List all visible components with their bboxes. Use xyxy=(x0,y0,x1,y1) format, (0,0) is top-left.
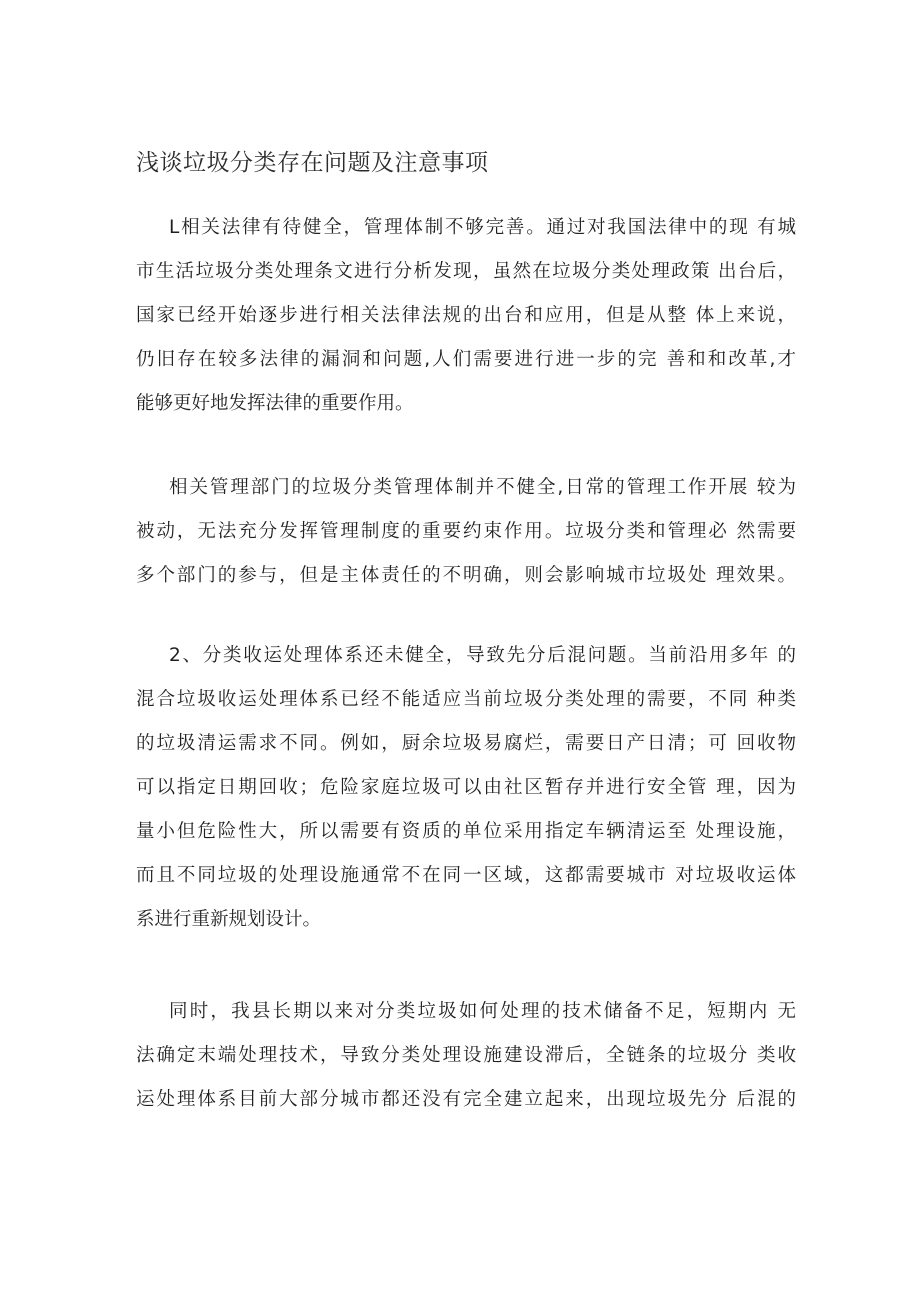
paragraph-legal-system xyxy=(136,206,796,426)
paragraph-line: 量小但危险性大，所以需要有资质的单位采用指定车辆清运至 处理设施， xyxy=(136,821,796,842)
document-title: 浅谈垃圾分类存在问题及注意事项 xyxy=(136,150,489,176)
paragraph-line: 市生活垃圾分类处理条文进行分析发现，虽然在垃圾分类处理政策 出台后， xyxy=(136,261,796,282)
paragraph-line: 系进行重新规划设计。 xyxy=(136,909,322,930)
paragraph-line: 运处理体系目前大部分城市都还没有完全建立起来，出现垃圾先分 后混的 xyxy=(136,1089,796,1110)
paragraph-line: 能够更好地发挥法律的重要作用。 xyxy=(136,393,414,414)
paragraph-line: 仍旧存在较多法律的漏洞和问题,人们需要进行进一步的完 善和和改革,才 xyxy=(136,349,796,370)
paragraph-line: 混合垃圾收运处理体系已经不能适应当前垃圾分类处理的需要，不同 种类 xyxy=(136,689,796,710)
paragraph-collection-system xyxy=(136,634,796,942)
paragraph-line: 而且不同垃圾的处理设施通常不在同一区域，这都需要城市 对垃圾收运体 xyxy=(136,865,796,886)
paragraph-line: 可以指定日期回收；危险家庭垃圾可以由社区暂存并进行安全管 理，因为 xyxy=(136,777,796,798)
paragraph-line: 国家已经开始逐步进行相关法律法规的出台和应用，但是从整 体上来说， xyxy=(136,305,796,326)
paragraph-technology-reserve xyxy=(136,990,796,1122)
paragraph-line: L相关法律有待健全，管理体制不够完善。通过对我国法律中的现 有城 xyxy=(169,217,796,238)
paragraph-line: 多个部门的参与，但是主体责任的不明确，则会影响城市垃圾处 理效果。 xyxy=(136,565,796,586)
paragraph-line: 2、分类收运处理体系还未健全，导致先分后混问题。当前沿用多年 的 xyxy=(169,645,796,666)
paragraph-line: 被动，无法充分发挥管理制度的重要约束作用。垃圾分类和管理必 然需要 xyxy=(136,521,796,542)
paragraph-line: 同时，我县长期以来对分类垃圾如何处理的技术储备不足，短期内 无 xyxy=(169,1001,796,1022)
paragraph-line: 法确定末端处理技术，导致分类处理设施建设滞后，全链条的垃圾分 类收 xyxy=(136,1045,796,1066)
paragraph-line: 相关管理部门的垃圾分类管理体制并不健全,日常的管理工作开展 较为 xyxy=(169,477,796,498)
paragraph-management-system xyxy=(136,466,796,598)
paragraph-line: 的垃圾清运需求不同。例如，厨余垃圾易腐烂，需要日产日清；可 回收物 xyxy=(136,733,796,754)
